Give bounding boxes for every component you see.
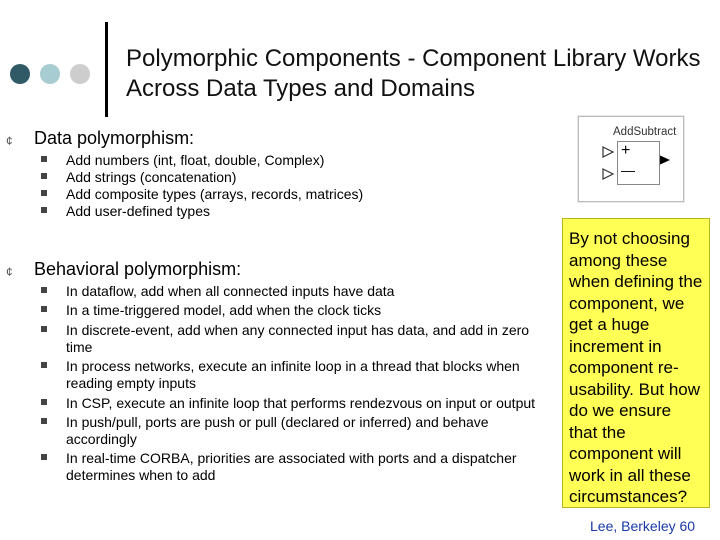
square-bullet-icon: [41, 287, 47, 293]
square-bullet-icon: [41, 399, 47, 405]
addsubtract-actor-image: [578, 116, 684, 202]
square-bullet-icon: [41, 173, 47, 179]
square-bullet-icon: [41, 326, 47, 332]
section-heading-behavioral: Behavioral polymorphism:: [34, 259, 242, 279]
dot-gray: [70, 64, 90, 84]
square-bullet-icon: [41, 418, 47, 424]
section-bullet-icon: ¢: [6, 265, 13, 279]
list-item: Add user-defined types: [38, 203, 458, 220]
list-item: In discrete-event, add when any connected input has data, and add in zero time: [38, 322, 558, 356]
list-item: In push/pull, ports are push or pull (declared or inferred) and behave accordingly: [38, 414, 558, 448]
dot-dark: [10, 64, 30, 84]
decorative-dots: [10, 64, 90, 84]
slide-title: Polymorphic Components - Component Library Works Across Data Types and Domains: [126, 45, 701, 102]
behavioral-polymorphism-list: [38, 283, 558, 487]
list-item: Add strings (concatenation): [38, 169, 458, 186]
square-bullet-icon: [41, 207, 47, 213]
list-item: Add numbers (int, float, double, Complex): [38, 152, 458, 169]
input-port-minus-icon: [603, 169, 613, 179]
square-bullet-icon: [41, 454, 47, 460]
list-item: In a time-triggered model, add when the clock ticks: [38, 302, 558, 319]
actor-name: AddSubtract: [613, 126, 677, 138]
callout-note: By not choosing among these when defining the component, we get a huge increment in component re-usability. But how do we ensure that the component will work in all these circumstances?: [562, 218, 710, 508]
list-item: Add composite types (arrays, records, matrices): [38, 186, 458, 203]
output-port-icon: [659, 155, 670, 165]
list-item: In process networks, execute an infinite loop in a thread that blocks when reading empty inputs: [38, 358, 558, 392]
dot-light-teal: [40, 64, 60, 84]
minus-sign: —: [621, 162, 635, 178]
input-port-plus-icon: [603, 147, 613, 157]
actor-body: [617, 141, 660, 185]
list-item: In dataflow, add when all connected inputs have data: [38, 283, 558, 300]
plus-sign: +: [621, 142, 631, 159]
section-heading-data: Data polymorphism:: [34, 128, 195, 148]
square-bullet-icon: [41, 306, 47, 312]
square-bullet-icon: [41, 362, 47, 368]
title-divider: [105, 22, 108, 117]
section-bullet-icon: ¢: [6, 134, 13, 148]
data-polymorphism-list: [38, 152, 458, 220]
square-bullet-icon: [41, 190, 47, 196]
square-bullet-icon: [41, 156, 47, 162]
list-item: In real-time CORBA, priorities are associated with ports and a dispatcher determines when to add: [38, 450, 558, 484]
slide-footer: Lee, Berkeley 60: [590, 518, 696, 534]
list-item: In CSP, execute an infinite loop that performs rendezvous on input or output: [38, 395, 558, 412]
